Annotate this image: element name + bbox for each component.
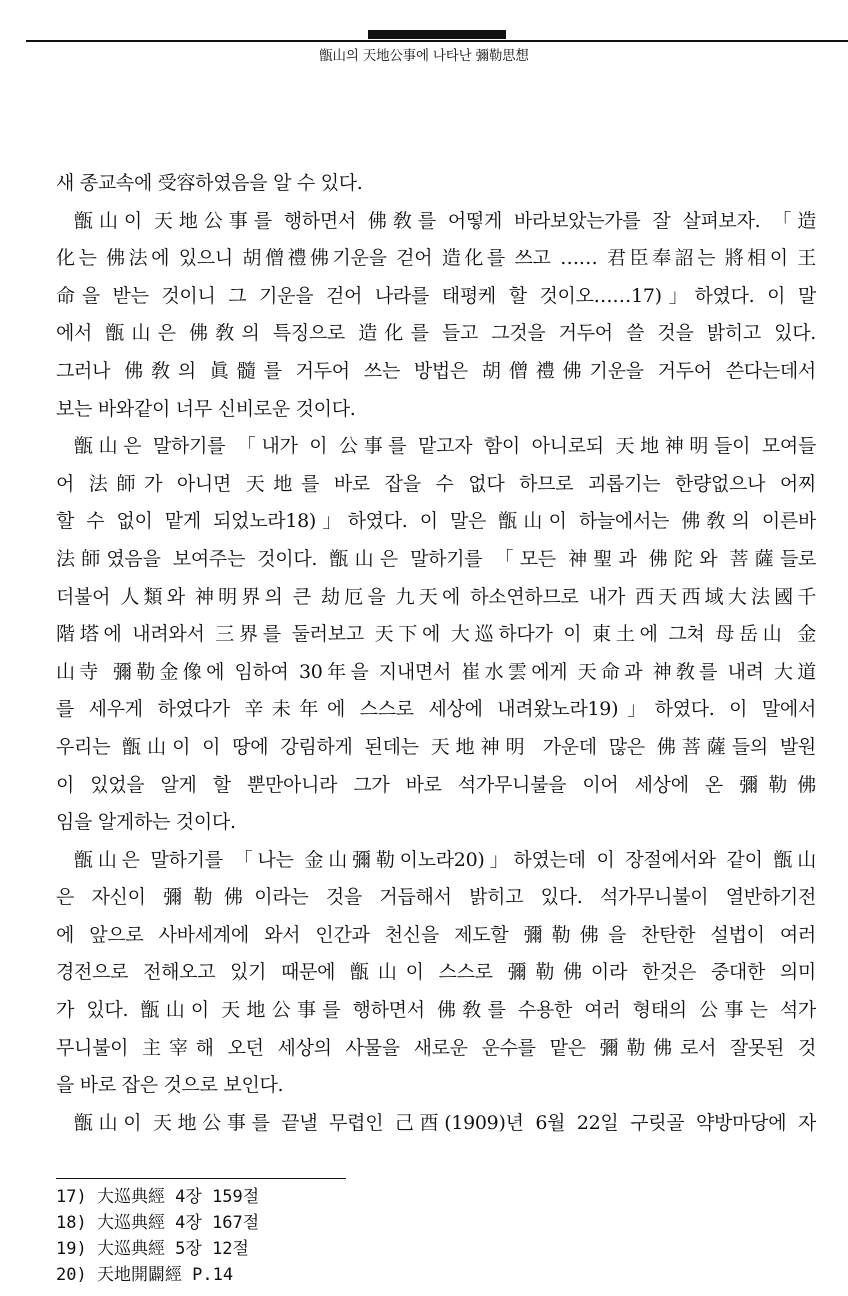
text-line: 새 종교속에 受容하였음을 알 수 있다. [56, 172, 363, 194]
footnote: 19) 大巡典經 5장 12절 [56, 1239, 249, 1259]
text-line: 어 法師가 아니면 天地를 바로 잡을 수 없다 하므로 괴롭기는 한량없으나 어찌 [56, 472, 816, 495]
text-line: 命을 받는 것이니 그 기운을 걷어 나라를 태평케 할 것이오……17)」하였다. 이 말 [56, 284, 816, 307]
running-head: 甑山의 天地公事에 나타난 彌勒思想 [319, 48, 529, 64]
text-line: 山寺 彌勒金像에 임하여 30年을 지내면서 崔水雲에게 天命과 神敎를 내려 大道 [56, 660, 816, 683]
header-bar [368, 30, 506, 39]
text-line: 보는 바와같이 너무 신비로운 것이다. [56, 397, 356, 420]
footnote: 18) 大巡典經 4장 167절 [56, 1213, 260, 1233]
text-line: 우리는 甑山이 이 땅에 강림하게 된데는 天地神明 가운데 많은 佛菩薩들의 발원 [56, 735, 816, 758]
text-line: 가 있다. 甑山이 天地公事를 행하면서 佛敎를 수용한 여러 형태의 公事는 석가 [56, 999, 816, 1022]
text-line: 더불어 人類와 神明界의 큰 劫厄을 九天에 하소연하므로 내가 西天西域大法國千 [56, 585, 816, 608]
text-line: 그러나 佛敎의 眞髓를 거두어 쓰는 방법은 胡僧禮佛기운을 거두어 쓴다는데서 [56, 359, 816, 382]
body-text [56, 165, 816, 1142]
text-line: 甑山은 말하기를 「내가 이 公事를 맡고자 함이 아니로되 天地神明들이 모여들 [74, 435, 816, 458]
footnote: 17) 大巡典經 4장 159절 [56, 1187, 260, 1207]
text-line: 階塔에 내려와서 三界를 둘러보고 天下에 大巡하다가 이 東土에 그쳐 母岳山 金 [56, 623, 816, 646]
text-line: 甑山은 말하기를 「나는 金山彌勒이노라20)」하였는데 이 장절에서와 같이 甑山 [74, 848, 816, 871]
footnotes [56, 1184, 259, 1288]
text-line: 을 바로 잡은 것으로 보인다. [56, 1074, 284, 1097]
footnote-rule [56, 1178, 346, 1179]
text-line: 를 세우게 하였다가 辛未年에 스스로 세상에 내려왔노라19)」하였다. 이 말에서 [56, 698, 816, 721]
text-line: 무니불이 主宰해 오던 세상의 사물을 새로운 운수를 맡은 彌勒佛로서 잘못된 것 [56, 1036, 816, 1059]
text-line: 甑山이 天地公事를 행하면서 佛敎를 어떻게 바라보았는가를 잘 살펴보자. 「造 [74, 209, 816, 232]
text-line: 경전으로 전해오고 있기 때문에 甑山이 스스로 彌勒佛이라 한것은 중대한 의미 [56, 961, 816, 984]
text-line: 化는 佛法에 있으니 胡僧禮佛기운을 걷어 造化를 쓰고 …… 君臣奉詔는 將相이 王 [56, 247, 816, 270]
text-line: 法師였음을 보여주는 것이다. 甑山은 말하기를 「모든 神聖과 佛陀와 菩薩들로 [56, 547, 816, 570]
text-line: 임을 알게하는 것이다. [56, 811, 236, 834]
text-line: 에서 甑山은 佛敎의 특징으로 造化를 들고 그것을 거두어 쓸 것을 밝히고 있다. [56, 322, 816, 345]
text-line: 甑山이 天地公事를 끝낼 무렵인 己酉(1909)년 6월 22일 구릿골 약방마당에 자 [74, 1111, 816, 1134]
text-line: 에 앞으로 사바세계에 와서 인간과 천신을 제도할 彌勒佛을 찬탄한 설법이 여러 [56, 923, 816, 946]
footnote: 20) 天地開闢經 P.14 [56, 1265, 234, 1285]
text-line: 할 수 없이 맡게 되었노라18)」하였다. 이 말은 甑山이 하늘에서는 佛敎의 이른바 [56, 510, 816, 533]
text-line: 이 있었을 알게 할 뿐만아니라 그가 바로 석가무니불을 이어 세상에 온 彌勒佛 [56, 773, 816, 796]
header-rule [26, 40, 848, 42]
text-line: 은 자신이 彌勒佛이라는 것을 거듭해서 밝히고 있다. 석가무니불이 열반하기전 [56, 886, 816, 909]
